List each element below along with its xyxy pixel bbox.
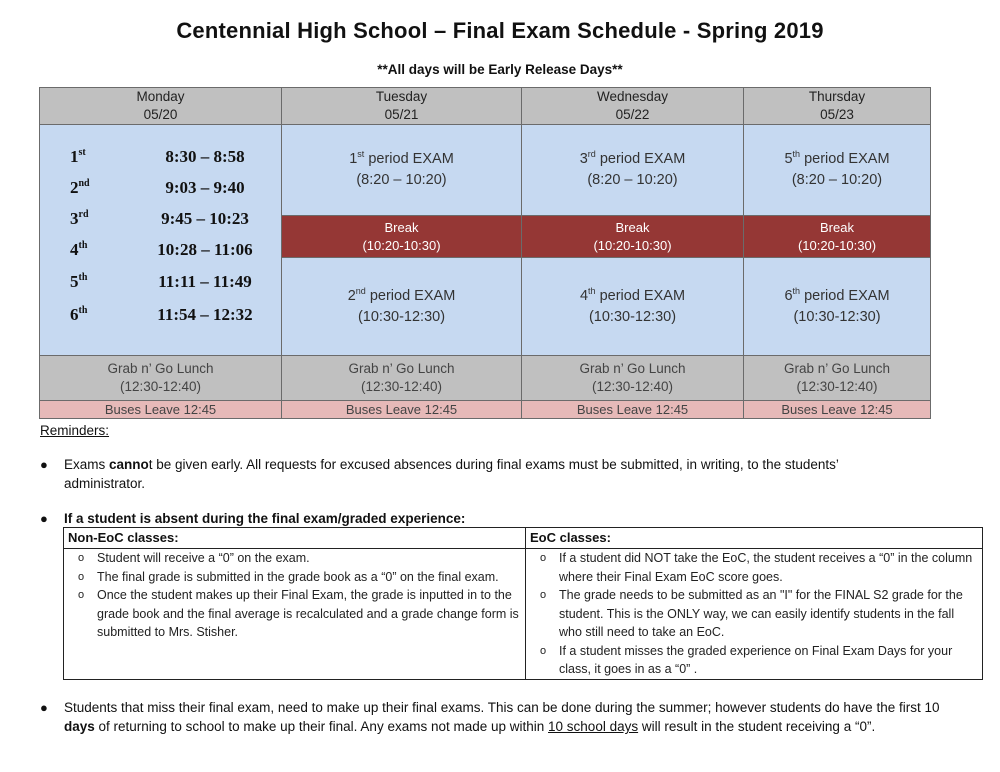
exam-time: (10:30-12:30) bbox=[357, 308, 446, 325]
lunch-cell bbox=[521, 355, 744, 401]
break-cell bbox=[521, 215, 744, 258]
monday-period-list bbox=[39, 124, 282, 356]
list-item: o The grade needs to be submitted as an "I" for the FINAL S2 grade for the student. This is the ONLY way, we can easily identify students in the fall who still need to take an EoC. bbox=[540, 588, 963, 639]
day-date: 05/22 bbox=[615, 107, 650, 122]
lunch-cell bbox=[743, 355, 931, 401]
day-date: 05/20 bbox=[143, 107, 178, 122]
non-eoc-column bbox=[64, 528, 526, 679]
period-time: 11:11 – 11:49 bbox=[158, 272, 252, 291]
list-item: o Student will receive a “0” on the exam. bbox=[64, 549, 525, 568]
period-row bbox=[40, 178, 281, 202]
exam-cell bbox=[521, 257, 744, 356]
day-name: Monday bbox=[136, 89, 185, 104]
break-time: (10:20-10:30) bbox=[797, 237, 877, 253]
exam-title: 6th period EXAM bbox=[784, 285, 890, 304]
lunch-time: (12:30-12:40) bbox=[360, 379, 443, 394]
period-time: 10:28 – 11:06 bbox=[157, 240, 253, 259]
circle-bullet-icon: o bbox=[540, 589, 547, 601]
header-wednesday bbox=[521, 87, 744, 125]
period-time: 9:45 – 10:23 bbox=[161, 209, 249, 228]
exam-cell bbox=[521, 124, 744, 216]
list-item: o If a student misses the graded experience on Final Exam Days for your class, it goes in as a “0” . bbox=[540, 643, 953, 676]
exam-title: 1st period EXAM bbox=[349, 149, 454, 167]
break-time: (10:20-10:30) bbox=[362, 237, 441, 253]
bullet-icon: ● bbox=[40, 511, 48, 526]
break-label: Break bbox=[615, 219, 650, 235]
exam-title: 2nd period EXAM bbox=[347, 285, 456, 304]
absence-policy-table bbox=[63, 527, 983, 680]
day-date: 05/21 bbox=[384, 107, 419, 122]
break-cell bbox=[743, 215, 931, 258]
period-row bbox=[40, 147, 281, 171]
circle-bullet-icon: o bbox=[78, 589, 85, 601]
circle-bullet-icon: o bbox=[78, 552, 85, 564]
day-date: 05/23 bbox=[820, 107, 854, 122]
bus-cell: Buses Leave 12:45 bbox=[281, 400, 522, 419]
exam-title: 5th period EXAM bbox=[784, 149, 890, 167]
schedule-table bbox=[39, 87, 931, 419]
day-name: Wednesday bbox=[596, 89, 669, 104]
page-subtitle: **All days will be Early Release Days** bbox=[377, 62, 623, 77]
period-time: 8:30 – 8:58 bbox=[165, 147, 245, 166]
lunch-time: (12:30-12:40) bbox=[591, 379, 674, 394]
break-time: (10:20-10:30) bbox=[593, 237, 672, 253]
column-header: Non-EoC classes: bbox=[64, 528, 525, 549]
list-item: o The final grade is submitted in the grade book as a “0” on the final exam. bbox=[64, 568, 525, 587]
bus-cell: Buses Leave 12:45 bbox=[39, 400, 282, 419]
exam-time: (10:30-12:30) bbox=[588, 308, 677, 325]
lunch-time: (12:30-12:40) bbox=[119, 379, 202, 394]
period-number: 6th bbox=[70, 305, 88, 324]
lunch-cell bbox=[39, 355, 282, 401]
list-item: o If a student did NOT take the EoC, the student receives a “0” in the column where their Final Exam EoC score goes. bbox=[540, 551, 973, 584]
period-number: 1st bbox=[70, 147, 86, 166]
exam-cell bbox=[281, 257, 522, 356]
bus-cell: Buses Leave 12:45 bbox=[743, 400, 931, 419]
period-number: 5th bbox=[70, 272, 88, 291]
lunch-time: (12:30-12:40) bbox=[796, 379, 878, 394]
period-row bbox=[40, 305, 281, 329]
exam-time: (10:30-12:30) bbox=[793, 308, 881, 325]
bullet-icon: ● bbox=[40, 457, 48, 472]
period-time: 11:54 – 12:32 bbox=[157, 305, 253, 324]
exam-title: 4th period EXAM bbox=[579, 285, 686, 304]
break-cell bbox=[281, 215, 522, 258]
eoc-column bbox=[526, 528, 982, 679]
circle-bullet-icon: o bbox=[78, 570, 85, 583]
header-tuesday bbox=[281, 87, 522, 125]
circle-bullet-icon: o bbox=[540, 644, 547, 657]
exam-cell bbox=[743, 124, 931, 216]
lunch-cell bbox=[281, 355, 522, 401]
lunch-label: Grab n’ Go Lunch bbox=[783, 361, 891, 376]
period-time: 9:03 – 9:40 bbox=[165, 178, 245, 197]
exam-cell bbox=[281, 124, 522, 216]
circle-bullet-icon: o bbox=[540, 552, 547, 564]
exam-time: (8:20 – 10:20) bbox=[356, 172, 447, 188]
break-label: Break bbox=[384, 219, 419, 235]
period-number: 2nd bbox=[70, 178, 90, 197]
bus-cell: Buses Leave 12:45 bbox=[521, 400, 744, 419]
header-monday bbox=[39, 87, 282, 125]
day-name: Tuesday bbox=[375, 89, 428, 104]
page-title: Centennial High School – Final Exam Schedule - Spring 2019 bbox=[176, 18, 824, 43]
exam-time: (8:20 – 10:20) bbox=[587, 172, 678, 188]
break-label: Break bbox=[820, 219, 854, 235]
period-row bbox=[40, 209, 281, 233]
header-thursday bbox=[743, 87, 931, 125]
bullet-icon: ● bbox=[40, 700, 48, 715]
day-name: Thursday bbox=[808, 89, 866, 104]
column-header: EoC classes: bbox=[526, 528, 982, 549]
exam-cell bbox=[743, 257, 931, 356]
exam-time: (8:20 – 10:20) bbox=[791, 172, 883, 188]
reminders-title: Reminders: bbox=[40, 423, 110, 438]
period-number: 3rd bbox=[70, 209, 89, 228]
exam-title: 3rd period EXAM bbox=[579, 149, 686, 167]
list-item: o Once the student makes up their Final Exam, the grade is inputted in to the grade book and the final average is recalculated and a grade change form is submitted to Mrs. Stisher. bbox=[78, 588, 519, 639]
period-row bbox=[40, 240, 281, 264]
period-number: 4th bbox=[70, 240, 88, 259]
period-row bbox=[40, 272, 281, 296]
lunch-label: Grab n’ Go Lunch bbox=[107, 361, 214, 376]
lunch-label: Grab n’ Go Lunch bbox=[348, 361, 455, 376]
lunch-label: Grab n’ Go Lunch bbox=[579, 361, 686, 376]
